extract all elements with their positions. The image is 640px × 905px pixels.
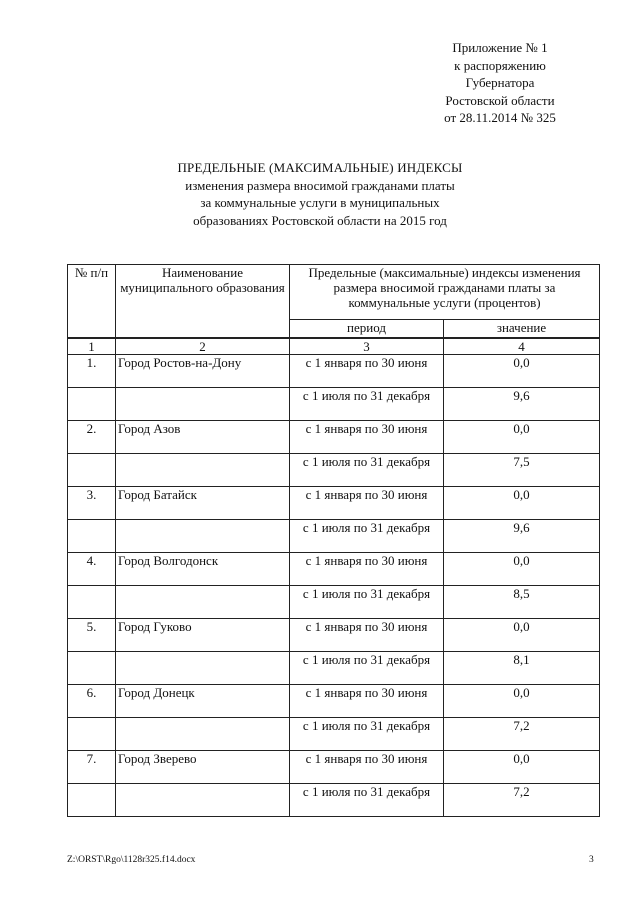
municipality-name-empty [116,454,290,487]
column-number: 1 [68,338,116,355]
period-cell: с 1 января по 30 июня [290,487,444,520]
municipality-name: Город Азов [116,421,290,454]
row-number-empty [68,586,116,619]
period-cell: с 1 июля по 31 декабря [290,388,444,421]
header-value: значение [444,320,600,339]
period-cell: с 1 июля по 31 декабря [290,652,444,685]
row-number: 1. [68,355,116,388]
table-row [68,355,600,388]
municipality-name-empty [116,784,290,817]
title-line: образованиях Ростовской области на 2015 год [193,212,447,228]
header-indices: Предельные (максимальные) индексы изменения размера вносимой гражданами платы за коммунальные услуги (процентов) [290,265,600,320]
municipality-name: Город Батайск [116,487,290,520]
row-number: 7. [68,751,116,784]
value-cell: 9,6 [444,388,600,421]
value-cell: 0,0 [444,487,600,520]
table-row [68,487,600,520]
row-number-empty [68,520,116,553]
header-period: период [290,320,444,339]
footer-file-path: Z:\ORST\Rgo\1128r325.f14.docx [67,855,196,865]
title-main: ПРЕДЕЛЬНЫЕ (МАКСИМАЛЬНЫЕ) ИНДЕКСЫ [177,160,463,175]
municipality-name-empty [116,520,290,553]
period-cell: с 1 января по 30 июня [290,751,444,784]
period-cell: с 1 января по 30 июня [290,619,444,652]
appendix-line: к распоряжению [454,57,546,73]
value-cell: 7,2 [444,718,600,751]
column-number: 4 [444,338,600,355]
table-row [68,718,600,751]
row-number-empty [68,388,116,421]
value-cell: 0,0 [444,685,600,718]
row-number: 3. [68,487,116,520]
row-number-empty [68,718,116,751]
value-cell: 0,0 [444,553,600,586]
municipality-name: Город Зверево [116,751,290,784]
table-row [68,520,600,553]
column-number: 3 [290,338,444,355]
period-cell: с 1 июля по 31 декабря [290,586,444,619]
table-row [68,454,600,487]
municipality-name-empty [116,586,290,619]
period-cell: с 1 января по 30 июня [290,685,444,718]
value-cell: 8,1 [444,652,600,685]
header-name: Наименование муниципального образования [116,265,290,339]
appendix-block [420,39,580,127]
row-number-empty [68,454,116,487]
period-cell: с 1 января по 30 июня [290,553,444,586]
table-row [68,685,600,718]
municipality-name: Город Ростов-на-Дону [116,355,290,388]
municipality-name: Город Волгодонск [116,553,290,586]
period-cell: с 1 июля по 31 декабря [290,718,444,751]
municipality-name: Город Донецк [116,685,290,718]
header-row [68,265,600,320]
table-row [68,586,600,619]
value-cell: 9,6 [444,520,600,553]
header-num: № п/п [68,265,116,339]
value-cell: 7,2 [444,784,600,817]
value-cell: 0,0 [444,421,600,454]
period-cell: с 1 июля по 31 декабря [290,454,444,487]
document-title [120,159,520,229]
value-cell: 0,0 [444,619,600,652]
municipality-name: Город Гуково [116,619,290,652]
column-numbers-row [68,338,600,355]
table-row [68,619,600,652]
value-cell: 8,5 [444,586,600,619]
table-row [68,553,600,586]
table-row [68,421,600,454]
row-number: 5. [68,619,116,652]
row-number: 2. [68,421,116,454]
column-number: 2 [116,338,290,355]
table-row [68,652,600,685]
row-number: 4. [68,553,116,586]
footer-page-number: 3 [589,855,594,865]
appendix-line: Приложение № 1 [452,40,548,55]
municipality-name-empty [116,388,290,421]
value-cell: 0,0 [444,751,600,784]
appendix-line: Ростовской области [445,92,555,108]
period-cell: с 1 января по 30 июня [290,421,444,454]
period-cell: с 1 января по 30 июня [290,355,444,388]
value-cell: 7,5 [444,454,600,487]
municipality-name-empty [116,652,290,685]
value-cell: 0,0 [444,355,600,388]
appendix-line: от 28.11.2014 № 325 [444,110,556,125]
row-number: 6. [68,685,116,718]
row-number-empty [68,652,116,685]
row-number-empty [68,784,116,817]
title-line: за коммунальные услуги в муниципальных [200,195,440,210]
indices-table [67,264,600,817]
table-row [68,751,600,784]
period-cell: с 1 июля по 31 декабря [290,520,444,553]
title-line: изменения размера вносимой гражданами платы [185,177,455,193]
table-row [68,388,600,421]
appendix-line: Губернатора [465,75,535,90]
period-cell: с 1 июля по 31 декабря [290,784,444,817]
table-row [68,784,600,817]
municipality-name-empty [116,718,290,751]
